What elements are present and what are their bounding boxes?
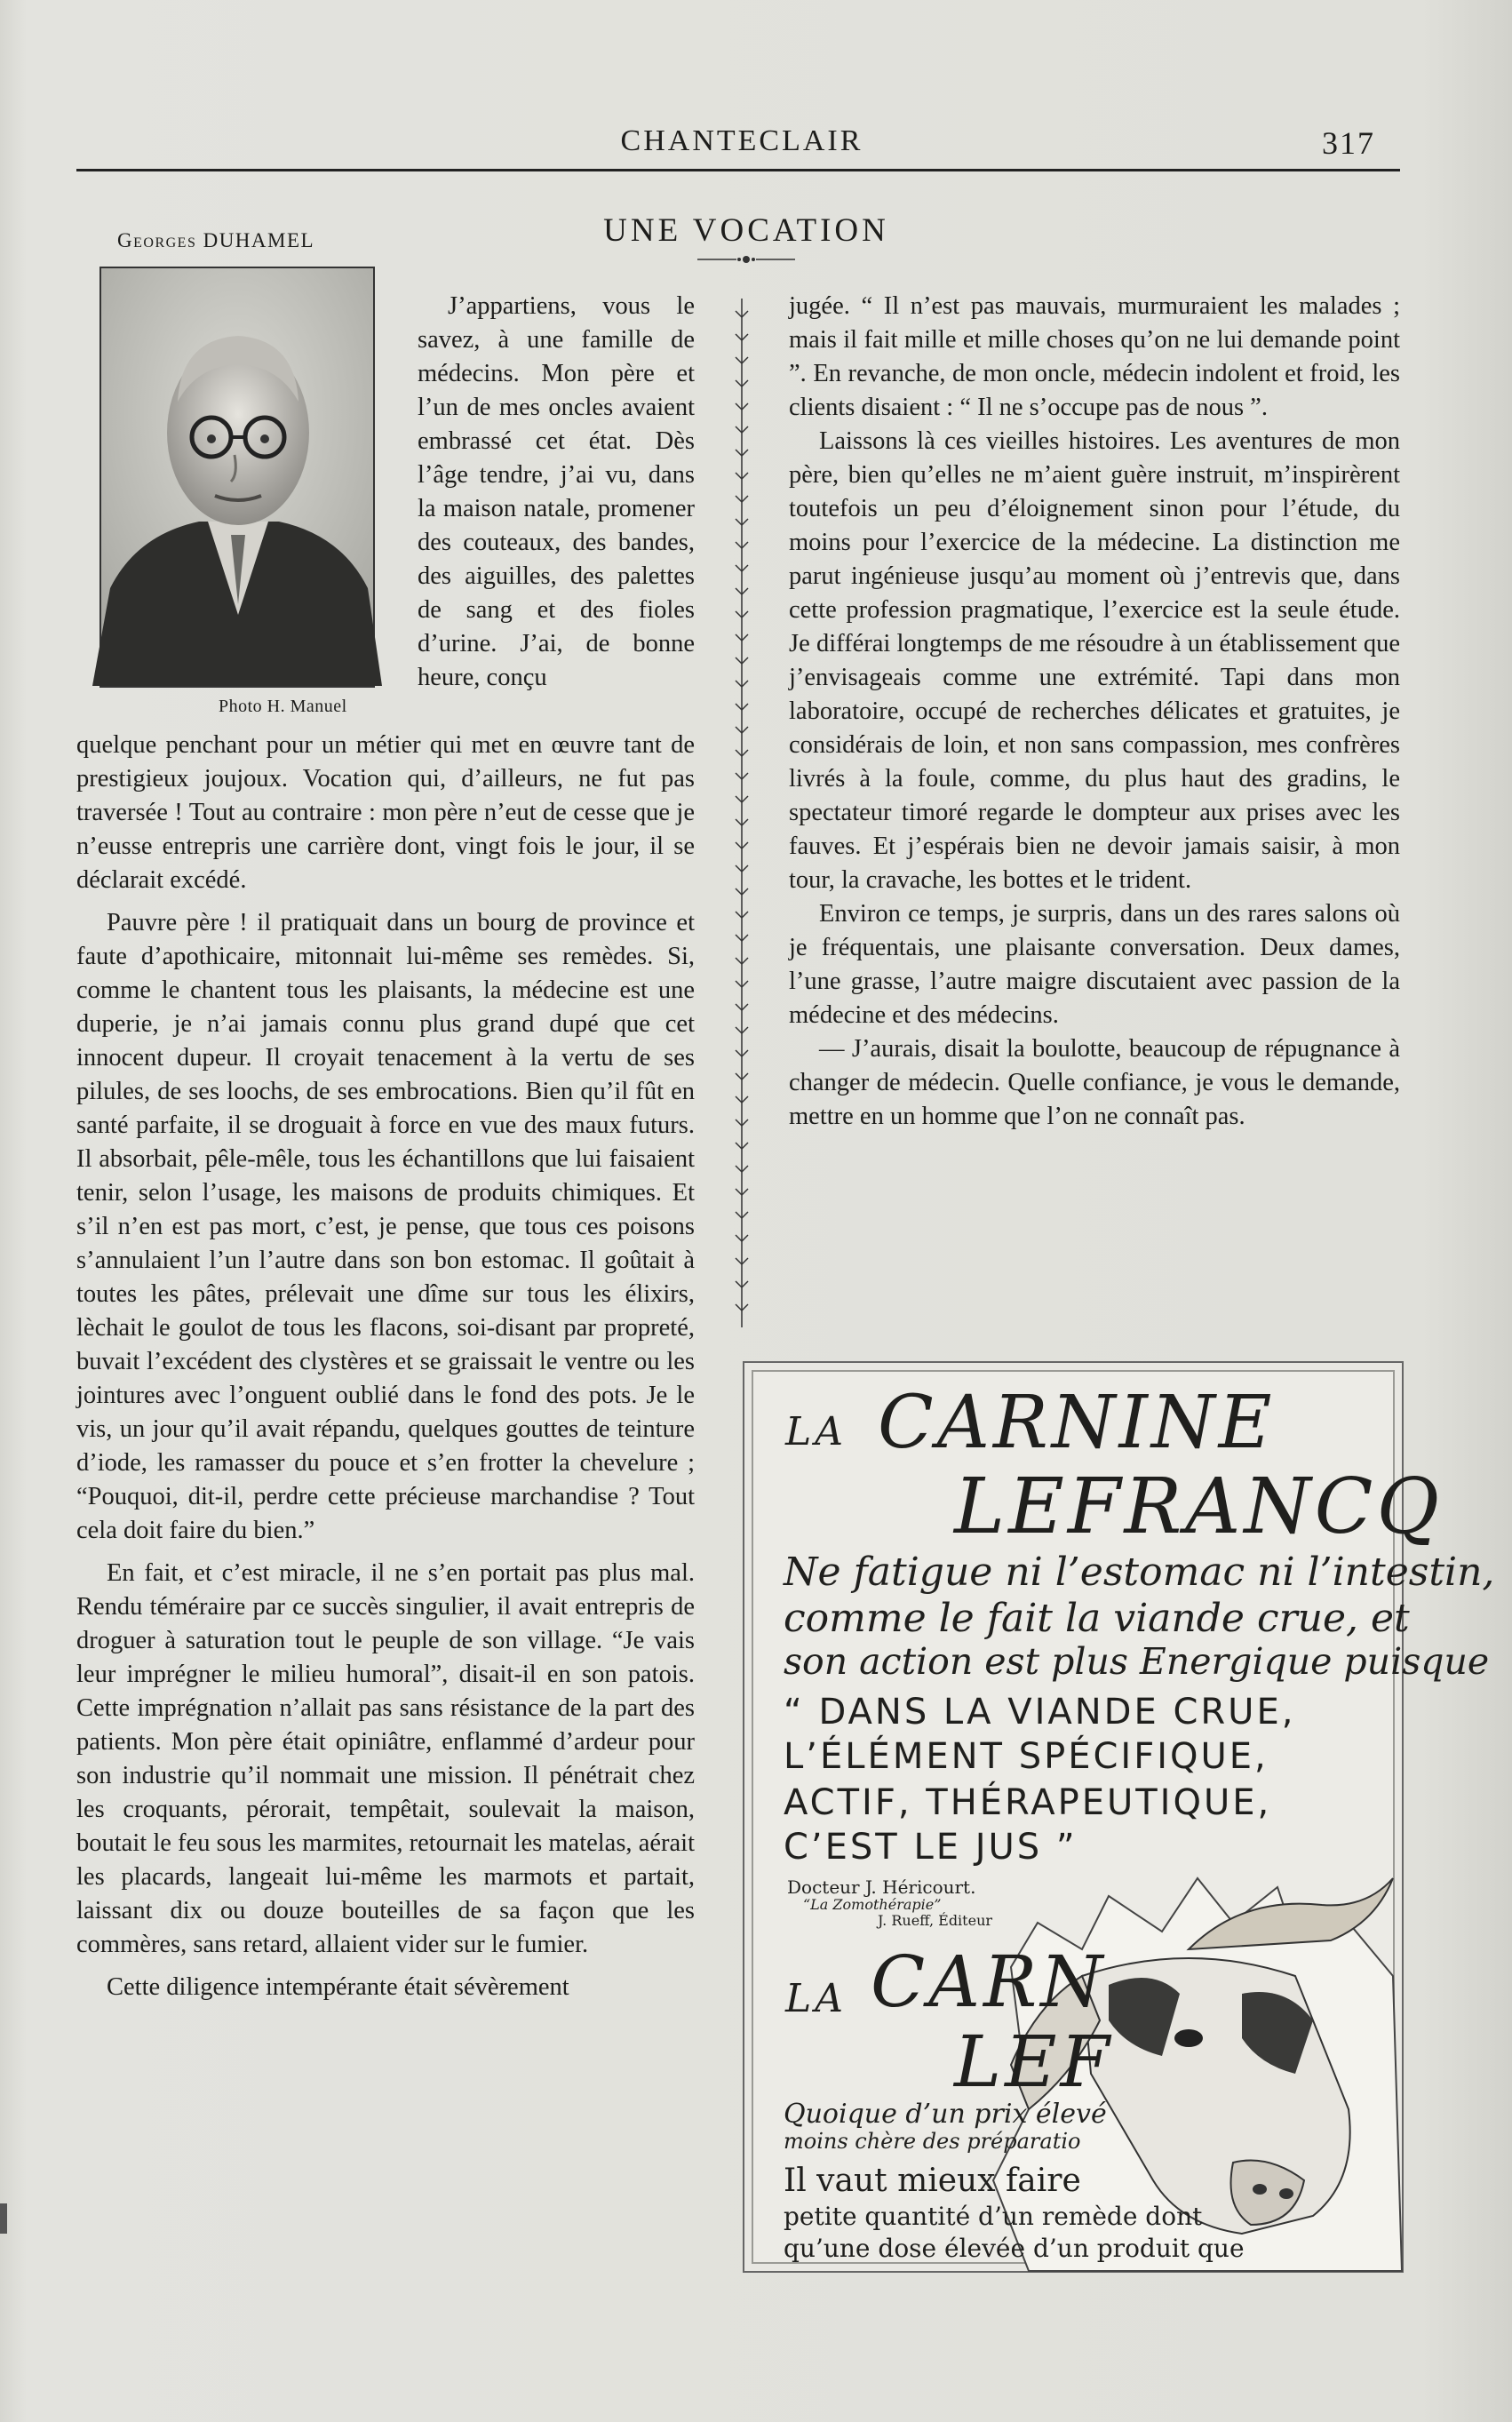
author-portrait [99, 267, 375, 688]
ad-attribution: Docteur J. Héricourt. [787, 1876, 976, 1898]
ad-text: petite quantité d’un remède dont [784, 2202, 1203, 2231]
ad-text: Ne fatigue ni l’estomac ni l’intestin, [784, 1550, 1495, 1595]
paragraph: jugée. “ Il n’est pas mauvais, murmuraient les malades ; mais il fait mille et mille choses qu’on ne lui demande point ”. En revanche, de mon oncle, médecin indolent et froid, les clients disaient : “ Il ne s’occupe pas de nous ”. [789, 292, 1400, 421]
ad-quote: L’ÉLÉMENT SPÉCIFIQUE, [784, 1736, 1269, 1777]
page-number: 317 [1322, 125, 1375, 161]
ad-brand-partial: CARN [871, 1940, 1107, 2023]
ad-text: LA [785, 1409, 847, 1454]
column-left-main [76, 729, 695, 2004]
paragraph: En fait, et c’est miracle, il ne s’en portait pas plus mal. Rendu téméraire par ce succès singulier, il avait entrepris de droguer à saturation tout le peuple de son village. “Je vais leur imprégner le milieu humoral”, disait-il en son patois. Cette imprégnation n’allait pas sans résistance de la part des patients. Mon père était opiniâtre, enflammé d’ardeur pour son industrie qu’il nommait une mission. Il pénétrait chez les croquants, pérorait, tempêtait, soulevait la maison, boutait le feu sous les marmites, retournait les matelas, aérait les placards, langeait lui-même les marmots et partait, laissant dix ou douze bouteilles de sa façon que les commères, sans retard, allaient vider sur le fumier. [76, 1559, 695, 1958]
running-title: CHANTECLAIR [620, 124, 863, 157]
ad-brand-carnine: CARNINE [878, 1381, 1276, 1465]
carnine-advertisement [743, 1361, 1495, 2273]
header-rule [76, 169, 1400, 171]
ad-text: LA [785, 1976, 847, 2021]
paragraph: — J’aurais, disait la boulotte, beaucoup de répugnance à changer de médecin. Quelle confiance, je vous le demande, mettre en un homme que l’on ne connaît pas. [789, 1035, 1400, 1130]
ad-text: comme le fait la viande crue, et [784, 1596, 1410, 1641]
ad-quote: C’EST LE JUS ” [784, 1827, 1078, 1868]
paragraph: J’appartiens, vous le savez, à une famille de médecins. Mon père et l’un de mes oncles avaient embrassé cet état. Dès l’âge tendre, j’ai vu, dans la maison natale, promener des couteaux, des bandes, des aiguilles, des palettes de sang et des fioles d’urine. J’ai, de bonne heure, conçu [418, 292, 695, 691]
paragraph: Environ ce temps, je surpris, dans un des rares salons où je fréquentais, une plaisante conversation. Deux dames, l’une grasse, l’autre maigre discutaient avec passion de la médecine et des médecins. [789, 900, 1400, 1029]
ad-quote: ACTIF, THÉRAPEUTIQUE, [784, 1782, 1272, 1823]
paragraph: Pauvre père ! il pratiquait dans un bourg de province et faute d’apothicaire, mitonnait lui-même ses remèdes. Si, comme le chantent tous les plaisants, la médecine est une duperie, je n’ai jamais connu plus grand dupé que cet innocent dupeur. Il croyait tenacement à la vertu de ses pilules, de ses loochs, de ses embrocations. Bien qu’il fût en santé parfaite, il se droguait à force en vue des maux futurs. Il absorbait, pêle-mêle, tous les échantillons que lui faisaient tenir, selon l’usage, les maisons de produits chimiques. Et s’il n’en est pas mort, c’est, je pense, que tous ces poisons s’annulaient l’un l’autre dans son bon estomac. Il goûtait à toutes les pâtes, prélevait une dîme sur tous les élixirs, lèchait le goulot de tous les flacons, soi-disant par propreté, buvait l’excédent des clystères et se graissait le ventre ou les jointures avec l’onguent oublié dans le fond des pots. Je le vis, un jour qu’il avait répandu, quelques gouttes de teinture d’iode, les ramasser du pouce et s’en frotter la chevelure ; “Pouquoi, dit-il, perdre cette précieuse marchandise ? Tout cela doit faire du bien.” [76, 909, 695, 1544]
paragraph: quelque penchant pour un métier qui met en œuvre tant de prestigieux joujoux. Vocation qui, d’ailleurs, ne fut pas traversée ! Tout au contraire : mon père n’eut de cesse que je n’eusse entrepris une carrière dont, vingt fois le jour, il se déclarait excédé. [76, 731, 695, 894]
ad-text: moins chère des préparatio [784, 2129, 1081, 2154]
ad-attribution: J. Rueff, Éditeur [878, 1912, 993, 1929]
column-right [789, 290, 1400, 1134]
ad-brand-partial: LEF [954, 2020, 1114, 2103]
portrait-illustration [101, 268, 373, 686]
paragraph: Laissons là ces vieilles histoires. Les aventures de mon père, bien qu’elles ne m’aient guère instruit, m’inspirèrent toutefois un peu d’éloignement sinon pour l’étude, du moins pour l’exercice de la médecine. La distinction me parut ingénieuse jusqu’au moment où j’entrevis que, dans cette profession pragmatique, l’exercice est la seule étude. Je différai longtemps de me résoudre à un établissement que j’envisageais comme une extrémité. Tapi dans mon laboratoire, occupé de recherches délicates et gratuites, je considérais de loin, et non sans compassion, mes confrères livrés à la foule, comme, du plus haut des gradins, le spectateur timoré regarde le dompteur aux prises avec les fauves. Et j’espérais bien ne devoir jamais saisir, à mon tour, la cravache, les bottes et le trident. [789, 427, 1400, 894]
ad-quote: “ DANS LA VIANDE CRUE, [784, 1692, 1296, 1733]
column-divider-ornament [730, 293, 753, 1333]
paragraph: Cette diligence intempérante était sévèrement [107, 1973, 569, 2001]
article-title: UNE VOCATION [603, 212, 889, 249]
ad-text: Il vaut mieux faire [784, 2163, 1081, 2199]
author-name: Georges DUHAMEL [117, 229, 315, 251]
ad-text: son action est plus Energique puisque [784, 1640, 1490, 1683]
column-left-top [418, 290, 695, 695]
ad-attribution: “La Zomothérapie” [803, 1896, 942, 1913]
margin-mark [0, 2203, 7, 2234]
ad-text: Quoique d’un prix élevé [784, 2099, 1107, 2130]
ad-text: qu’une dose élevée d’un produit que [784, 2234, 1245, 2263]
photo-credit: Photo H. Manuel [219, 697, 347, 716]
ad-brand-lefrancq: LEFRANCQ [954, 1462, 1443, 1551]
title-ornament [697, 251, 795, 268]
